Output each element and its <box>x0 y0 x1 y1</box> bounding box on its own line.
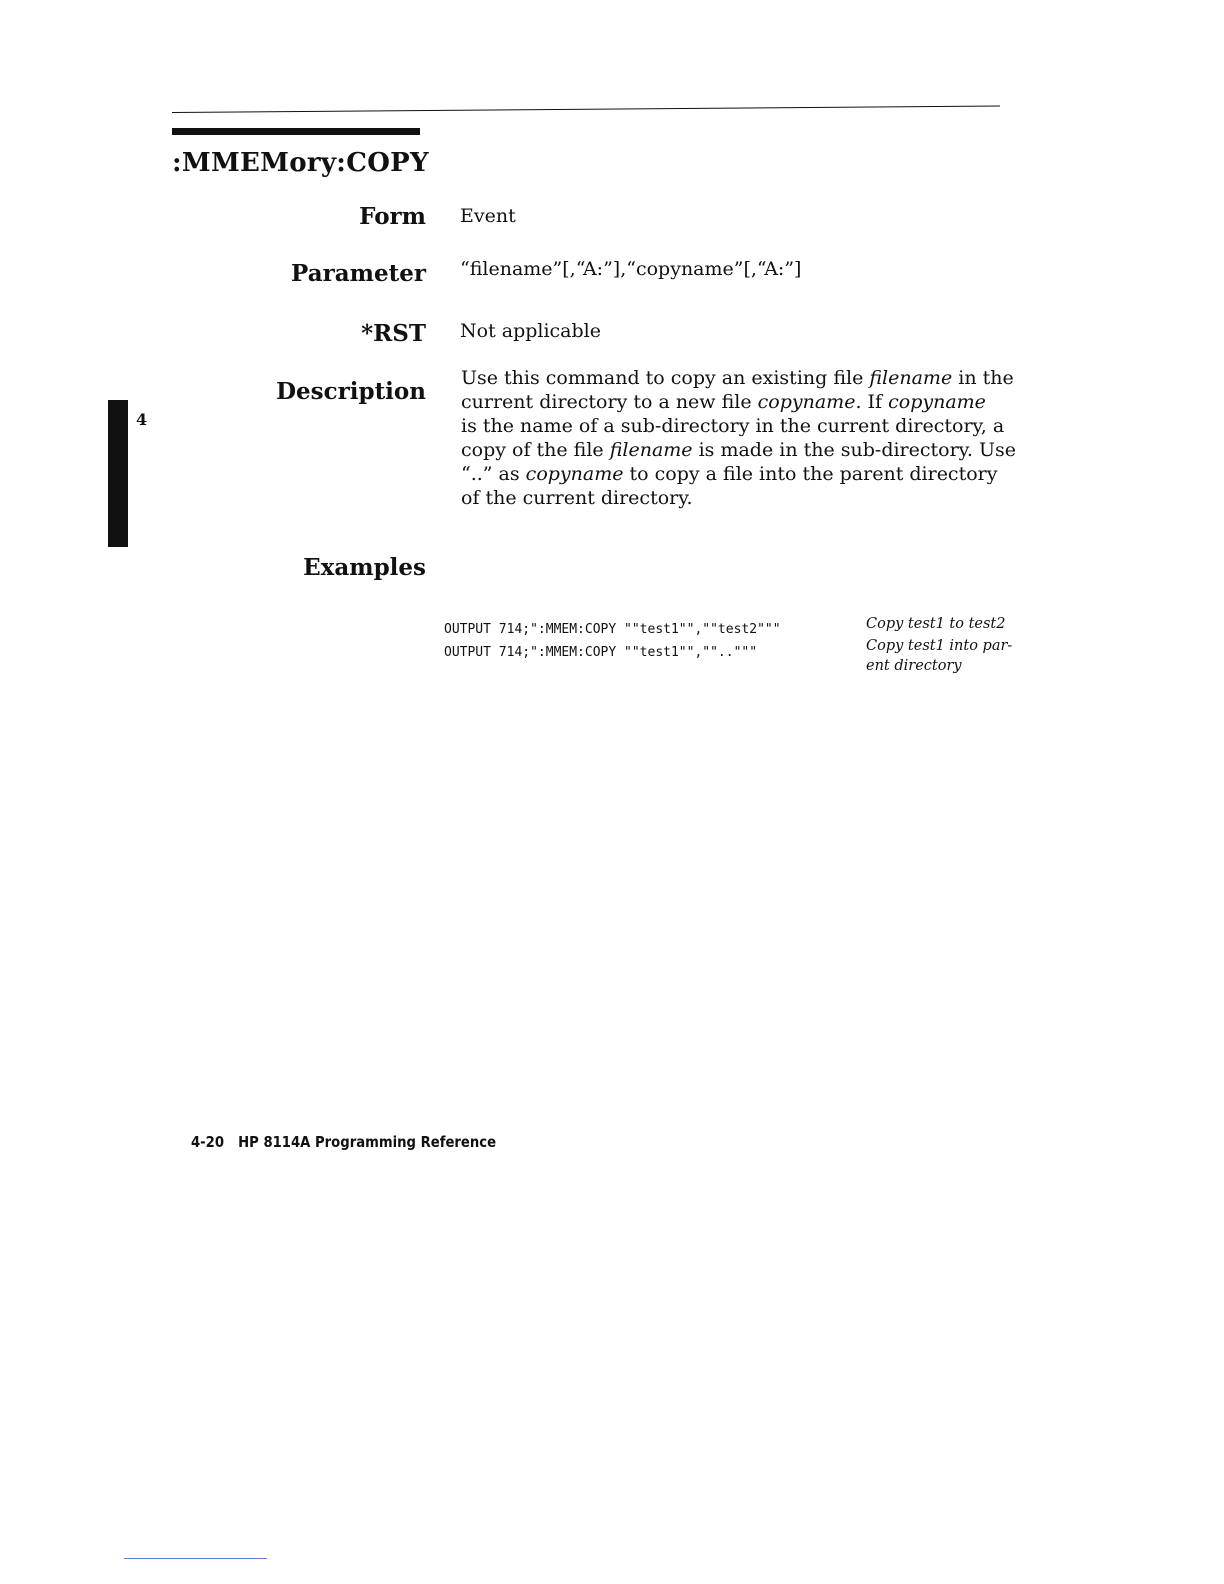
parameter-value: “filename”[,“A:”],“copyname”[,“A:”] <box>460 258 802 280</box>
parameter-name: filename <box>609 439 693 461</box>
examples-heading: Examples <box>303 554 426 581</box>
example-comment-line: ent directory <box>866 658 962 674</box>
chapter-tab-bar <box>108 400 128 547</box>
description-segment: in the <box>952 367 1014 389</box>
description-segment: is the name of a sub-directory in the current directory, a <box>461 415 1005 437</box>
form-value: Event <box>460 205 516 227</box>
parameter-label: Parameter <box>291 260 426 287</box>
description-segment: of the current directory. <box>461 487 693 509</box>
description-line <box>461 438 1016 462</box>
section-title: :MMEMory:COPY <box>172 148 429 178</box>
manual-title: HP 8114A Programming Reference <box>238 1133 497 1151</box>
description-line <box>461 414 1011 438</box>
example-comment-line: Copy test1 into par- <box>866 638 1013 654</box>
header-rule-thin <box>172 105 1000 113</box>
description-label: Description <box>276 378 426 405</box>
description-segment: to copy a file into the parent directory <box>623 463 998 485</box>
rst-value: Not applicable <box>460 320 601 342</box>
parameter-name: copyname <box>525 463 624 485</box>
chapter-tab-number: 4 <box>136 410 148 429</box>
description-segment: is made in the sub-directory. Use <box>692 439 1016 461</box>
description-line <box>461 390 1011 414</box>
example-code: OUTPUT 714;":MMEM:COPY ""test1"",""test2""" <box>444 622 781 637</box>
description-text <box>461 366 1016 510</box>
page-number: 4-20 <box>191 1133 225 1151</box>
description-segment: “..” as <box>461 463 526 485</box>
header-rule-thick <box>172 128 420 135</box>
description-line <box>461 462 1011 486</box>
example-code: OUTPUT 714;":MMEM:COPY ""test1"",""..""" <box>444 645 758 660</box>
example-comment <box>866 636 1012 676</box>
description-line <box>461 486 1011 510</box>
description-segment: current directory to a new file <box>461 391 758 413</box>
description-segment: copy of the file <box>461 439 610 461</box>
example-comment-line: Copy test1 to test2 <box>866 616 1006 632</box>
description-line <box>461 366 1014 390</box>
rst-label: *RST <box>361 320 426 347</box>
form-label: Form <box>359 203 426 230</box>
example-comment <box>866 614 1006 634</box>
parameter-name: copyname <box>757 391 856 413</box>
description-segment: . If <box>855 391 889 413</box>
description-segment: Use this command to copy an existing file <box>461 367 870 389</box>
page-footer <box>191 1133 496 1151</box>
parameter-name: filename <box>869 367 953 389</box>
scan-edge-line <box>124 1558 267 1559</box>
parameter-name: copyname <box>888 391 986 413</box>
